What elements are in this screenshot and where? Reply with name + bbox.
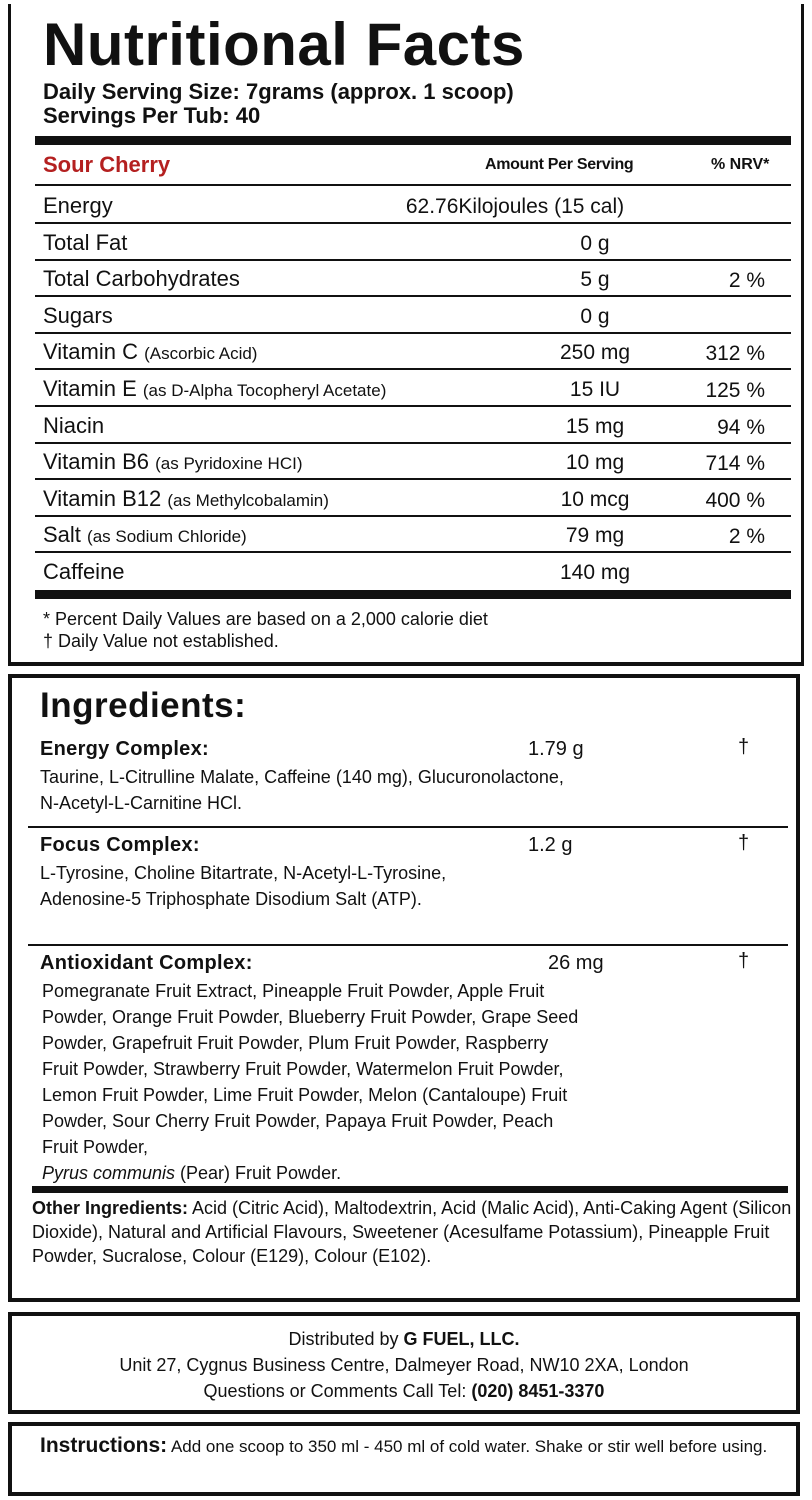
nutrient-label: Vitamin B6: [43, 449, 149, 475]
complex-ingredients: L-Tyrosine, Choline Bitartrate, N-Acetyl-L-Tyrosine, Adenosine-5 Triphosphate Disodium Salt (ATP).: [40, 863, 447, 909]
servings-per-tub: [43, 104, 260, 128]
nutrient-name: [43, 486, 329, 512]
nutrient-amount: 79 mg: [565, 524, 625, 548]
company-name: G FUEL, LLC.: [403, 1329, 520, 1349]
complex-amount: 26 mg: [548, 952, 604, 974]
nutrient-source: (as D-Alpha Tocopheryl Acetate): [142, 381, 387, 400]
complex-ingredients: Taurine, L-Citrulline Malate, Caffeine (140 mg), Glucuronolactone, N-Acetyl-L-Carnitine HCl.: [40, 767, 564, 813]
instructions-panel: [8, 1422, 800, 1496]
contact-line: [12, 1378, 796, 1404]
nutrient-label: Caffeine: [43, 559, 125, 584]
complex-name: Focus Complex:: [40, 834, 200, 856]
nutrient-row: [35, 444, 791, 480]
ingredients-title: Ingredients:: [40, 686, 247, 725]
dagger-mark: †: [738, 950, 750, 972]
nutrient-label: Sugars: [43, 302, 113, 328]
nutrient-amount: 5 g: [580, 268, 610, 292]
complex-name: Energy Complex:: [40, 738, 209, 760]
distributor-panel: [8, 1312, 800, 1414]
nutrient-amount: 250 mg: [559, 341, 631, 365]
nutrient-name: [43, 193, 113, 219]
nutrient-label: Vitamin C: [43, 339, 138, 365]
nutrient-amount: 140 mg: [559, 561, 631, 584]
complex-focus: [28, 834, 788, 942]
amount-column-header: Amount Per Serving: [485, 156, 634, 173]
nutrient-nrv: 94 %: [717, 415, 765, 439]
facts-header-row: [35, 146, 791, 186]
nutrient-nrv: 2 %: [728, 269, 765, 293]
nutrient-amount: 0 g: [580, 231, 610, 255]
distributed-by-prefix: Distributed by: [288, 1329, 404, 1349]
nutrient-row: [35, 334, 791, 370]
nutrient-name: [43, 339, 257, 365]
complex-ingredients: [42, 978, 582, 1186]
nutrient-label: Vitamin E: [43, 376, 137, 401]
nutrient-amount: 62.76Kilojoules (15 cal): [405, 195, 625, 218]
nutrient-source: (Ascorbic Acid): [144, 344, 258, 364]
nutrient-nrv: 714 %: [705, 452, 765, 476]
complex-amount: 1.2 g: [528, 834, 573, 856]
nutrient-name: [43, 230, 127, 256]
nutrient-row: [35, 371, 791, 407]
serving-size: [43, 80, 514, 104]
complex-name: Antioxidant Complex:: [40, 952, 253, 974]
divider-line: [28, 944, 788, 946]
nrv-column-header: % NRV*: [711, 156, 770, 173]
nutrient-name: [43, 376, 386, 402]
other-ingredients: [32, 1196, 792, 1268]
nutrient-amount: 15 IU: [569, 378, 621, 401]
nutrient-label: Vitamin B12: [43, 485, 162, 511]
distributed-by: [12, 1326, 796, 1352]
nutrient-label: Total Carbohydrates: [43, 266, 240, 292]
instructions-text: Add one scoop to 350 ml - 450 ml of cold water. Shake or stir well before using.: [167, 1437, 768, 1456]
nutrient-name: [43, 266, 240, 292]
divider-bar: [35, 136, 791, 145]
nutrient-row: [35, 554, 791, 590]
nutrient-row: [35, 298, 791, 334]
complex-antioxidant: [28, 952, 788, 1182]
nutrient-name: [43, 559, 125, 585]
instructions-label: Instructions:: [40, 1434, 168, 1457]
nutrient-row: [35, 408, 791, 444]
nutrient-nrv: 2 %: [728, 525, 765, 549]
footnote-dagger: † Daily Value not established.: [43, 631, 279, 651]
nutrition-facts-panel: [8, 4, 804, 666]
nutrient-label: Energy: [43, 193, 113, 218]
nutrient-row: [35, 225, 791, 261]
nutrient-label: Total Fat: [43, 229, 128, 255]
nutrient-name: [43, 449, 302, 475]
divider-bar: [32, 1186, 788, 1193]
dagger-mark: †: [738, 832, 750, 854]
servings-value: 40: [235, 103, 261, 128]
complex-ingredients-end: (Pear) Fruit Powder.: [175, 1163, 342, 1183]
nutrient-name: [43, 522, 247, 548]
nutrient-source: (as Pyridoxine HCI): [155, 454, 303, 474]
phone-number: (020) 8451-3370: [471, 1381, 605, 1401]
ingredients-panel: [8, 674, 800, 1302]
serving-size-value: 7grams (approx. 1 scoop): [245, 79, 514, 104]
servings-label: Servings Per Tub:: [43, 103, 230, 128]
divider-bar: [35, 590, 791, 599]
nutrient-amount: 0 g: [580, 304, 610, 328]
company-address: Unit 27, Cygnus Business Centre, Dalmeyer Road, NW10 2XA, London: [119, 1355, 689, 1375]
other-ingredients-label: Other Ingredients:: [32, 1198, 189, 1218]
nutrient-amount: 10 mcg: [560, 487, 630, 511]
other-ingredients-text: Acid (Citric Acid), Maltodextrin, Acid (Malic Acid), Anti-Caking Agent (Silicon Dioxide), Natural and Artificial Flavours, Sweetener (Acesulfame Potassium), Pineapple Fruit Powder, Sucralose, Colour (E129), Colour (E102).: [32, 1198, 792, 1266]
complex-ingredients-main: Pomegranate Fruit Extract, Pineapple Fruit Powder, Apple Fruit Powder, Orange Fruit Powder, Blueberry Fruit Powder, Grape Seed Powder, Grapefruit Fruit Powder, Plum Fruit Powder, Raspberry Fruit Powder, Strawberry Fruit Powder, Watermelon Fruit Powder, Lemon Fruit Powder, Lime Fruit Powder, Melon (Cantaloupe) Fruit Powder, Sour Cherry Fruit Powder, Papaya Fruit Powder, Peach Fruit Powder,: [42, 981, 579, 1157]
nutrient-row: [35, 188, 791, 224]
complex-energy: [28, 738, 788, 826]
nutrient-row: [35, 517, 791, 553]
nutrient-amount: 15 mg: [565, 414, 625, 438]
flavor-name: Sour Cherry: [43, 152, 171, 177]
nutrient-source: (as Methylcobalamin): [167, 490, 329, 510]
nutrient-nrv: 125 %: [705, 379, 765, 402]
complex-ingredients-italic: Pyrus communis: [42, 1163, 176, 1183]
nutrient-source: (as Sodium Chloride): [87, 527, 247, 547]
footnote-nrv: * Percent Daily Values are based on a 2,000 calorie diet: [43, 609, 488, 629]
instructions: [40, 1436, 780, 1457]
nutrient-name: [43, 303, 113, 329]
contact-prefix: Questions or Comments Call Tel:: [203, 1381, 472, 1401]
serving-size-label: Daily Serving Size:: [43, 79, 240, 104]
dagger-mark: †: [738, 736, 750, 758]
complex-amount: 1.79 g: [528, 738, 584, 760]
nutrient-label: Niacin: [43, 412, 105, 438]
nutrient-nrv: 400 %: [705, 488, 765, 512]
nutrient-name: [43, 413, 104, 439]
nutrient-amount: 10 mg: [565, 451, 625, 475]
nutrient-label: Salt: [43, 522, 81, 548]
nutrient-nrv: 312 %: [705, 342, 765, 366]
nutrient-row: [35, 261, 791, 297]
nutrient-row: [35, 481, 791, 517]
divider-line: [28, 826, 788, 828]
nutrition-title: Nutritional Facts: [43, 11, 525, 78]
